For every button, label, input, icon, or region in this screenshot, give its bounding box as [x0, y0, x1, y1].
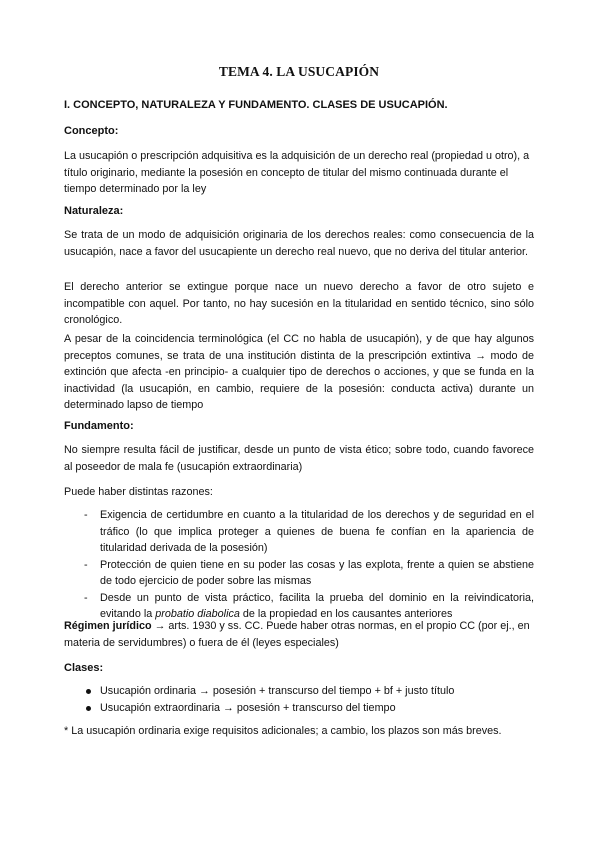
dash-marker: - [84, 558, 88, 571]
dash-marker: - [84, 509, 88, 521]
fundamento-heading: Fundamento: [64, 420, 134, 432]
list-item-text-end: de la propiedad en los causantes anteriores [239, 608, 453, 620]
list-item-text: Usucapión extraordinaria → posesión + transcurso del tiempo [100, 701, 396, 714]
clases-list [64, 683, 534, 716]
list-item [64, 683, 534, 700]
concepto-heading: Concepto: [64, 125, 119, 137]
naturaleza-paragraph-3: A pesar de la coincidencia terminológica (el CC no habla de usucapión), y de que hay algunos preceptos comunes, se trata de una institución distinta de la prescripción extintiva → modo de extinción que afecta -en principio- a cualquier tipo de derechos o acciones, y que se funda en la inactividad (la usucapión, en cambio, requiere de la posesión: conducta activa) durante un determinado lapso de tiempo [64, 333, 534, 411]
document-title: TEMA 4. LA USUCAPIÓN [218, 64, 380, 79]
fundamento-list-container [64, 507, 534, 623]
fundamento-list [64, 507, 534, 623]
list-item-text: Desde un punto de vista práctico, facilita la prueba del dominio en la reivindicatoria, evitando la [100, 591, 534, 620]
regimen-paragraph [64, 618, 534, 651]
clases-list-container [64, 683, 534, 716]
section-heading: I. CONCEPTO, NATURALEZA Y FUNDAMENTO. CLASES DE USUCAPIÓN. [64, 99, 448, 111]
clases-note: * La usucapión ordinaria exige requisitos adicionales; a cambio, los plazos son más breves. [64, 725, 502, 737]
italic-term: probatio diabolica [155, 608, 240, 620]
regimen-text: → arts. 1930 y ss. CC. Puede haber otras normas, en el propio CC (por ej., en materia de servidumbres) o fuera de él (leyes especiales) [64, 620, 530, 649]
list-item [64, 507, 534, 557]
list-item [64, 557, 534, 590]
bullet-icon [86, 689, 91, 694]
bullet-icon [86, 706, 91, 711]
regimen-label: Régimen jurídico [64, 620, 152, 632]
naturaleza-paragraph-2: El derecho anterior se extingue porque nace un nuevo derecho a favor de otro sujeto e incompatible con aquel. Por tanto, no hay sucesión en la titularidad en sentido técnico, sino sólo cronológico. [64, 281, 534, 326]
naturaleza-paragraph-1: Se trata de un modo de adquisición originaria de los derechos reales: como consecuencia de la usucapión, nace a favor del usucapiente un derecho real nuevo, que no deriva del titular anterior. [64, 229, 534, 258]
list-item [64, 700, 534, 717]
list-item-text: Protección de quien tiene en su poder las cosas y las explota, frente a quien se abstiene de todo ejercicio de poder sobre las mismas [100, 558, 534, 587]
list-item-text: Usucapión ordinaria → posesión + transcurso del tiempo + bf + justo título [100, 685, 455, 697]
concepto-paragraph: La usucapión o prescripción adquisitiva es la adquisición de un derecho real (propiedad u otro), a título originario, mediante la posesión en concepto de titular del mismo continuada durante el tiempo determinado por la ley [64, 150, 530, 195]
fundamento-paragraph-2: Puede haber distintas razones: [64, 486, 213, 498]
naturaleza-heading: Naturaleza: [64, 205, 124, 217]
fundamento-paragraph-1: No siempre resulta fácil de justificar, desde un punto de vista ético; sobre todo, cuando favorece al poseedor de mala fe (usucapión extraordinaria) [64, 444, 534, 473]
clases-heading: Clases: [64, 662, 104, 674]
dash-marker: - [84, 591, 88, 604]
list-item-text: Exigencia de certidumbre en cuanto a la titularidad de los derechos y de seguridad en el tráfico (lo que implica proteger a quienes de buena fe confían en la apariencia de titularidad derivada de la posesión) [100, 509, 534, 554]
